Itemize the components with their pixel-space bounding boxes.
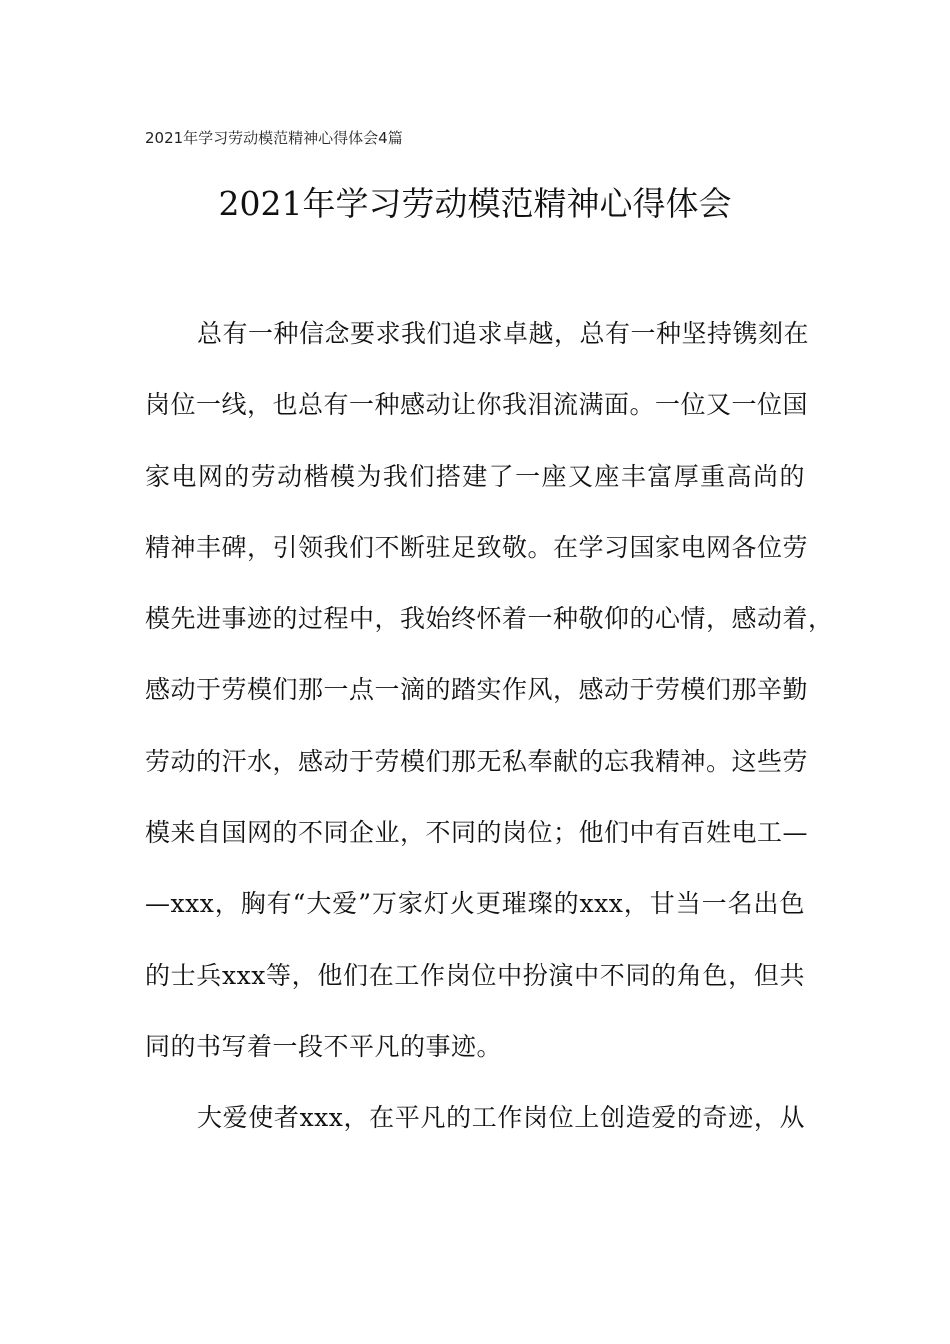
paragraph-line: 大爱使者xxx，在平凡的工作岗位上创造爱的奇迹，从	[197, 1103, 805, 1133]
paragraph-line: 模先进事迹的过程中，我始终怀着一种敬仰的心情，感动着，	[145, 604, 834, 634]
paragraph-line: 家电网的劳动楷模为我们搭建了一座又座丰富厚重高尚的	[145, 461, 805, 491]
paragraph-line: 劳动的汗水，感动于劳模们那无私奉献的忘我精神。这些劳	[145, 746, 809, 776]
paragraph-line: 同的书写着一段不平凡的事迹。	[145, 1031, 503, 1061]
paragraph-line: 总有一种信念要求我们追求卓越，总有一种坚持镌刻在	[197, 319, 810, 348]
paragraph-line: 模来自国网的不同企业，不同的岗位；他们中有百姓电工—	[145, 818, 809, 848]
document-title: 2021年学习劳动模范精神心得体会	[218, 184, 732, 223]
paragraph-line: —xxx，胸有“大爱”万家灯火更璀璨的xxx，甘当一名出色	[145, 889, 805, 919]
paragraph-line: 岗位一线，也总有一种感动让你我泪流满面。一位又一位国	[145, 390, 809, 420]
paragraph-line: 的士兵xxx等，他们在工作岗位中扮演中不同的角色，但共	[145, 960, 805, 990]
document-header: 2021年学习劳动模范精神心得体会4篇	[145, 129, 403, 147]
paragraph-line: 精神丰碑，引领我们不断驻足致敬。在学习国家电网各位劳	[145, 532, 809, 562]
paragraph-line: 感动于劳模们那一点一滴的踏实作风，感动于劳模们那辛勤	[145, 675, 809, 705]
document-body	[145, 306, 834, 1162]
